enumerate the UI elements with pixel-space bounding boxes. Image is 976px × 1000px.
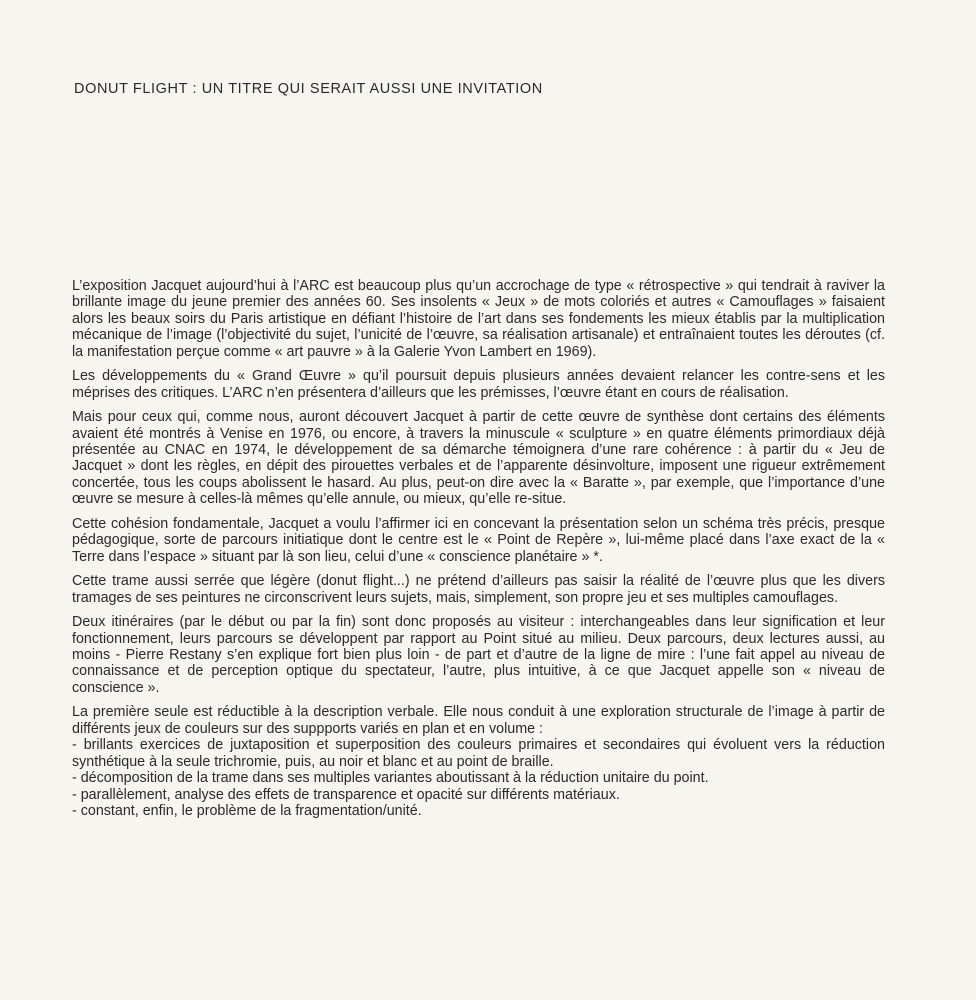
paragraph-5: Cette trame aussi serrée que légère (donut flight...) ne prétend d’ailleurs pas saisir la réalité de l’œuvre plus que les divers tramages de ses peintures ne circonscrivent leurs sujets, mais, simplement, son propre jeu et ses multiples camouflages. [72, 573, 885, 606]
exploration-list [72, 737, 885, 819]
list-item: - décomposition de la trame dans ses multiples variantes aboutissant à la réduction unitaire du point. [72, 770, 709, 787]
page-title: DONUT FLIGHT : UN TITRE QUI SERAIT AUSSI UNE INVITATION [74, 81, 543, 97]
paragraph-4: Cette cohésion fondamentale, Jacquet a voulu l’affirmer ici en concevant la présentation selon un schéma très précis, presque pédagogique, sorte de parcours initiatique dont le centre est le « Point de Repère », lui-même placé dans l’axe exact de la « Terre dans l’espace » situant par là son lieu, celui d’une « conscience planétaire » *. [72, 515, 885, 565]
list-item: - brillants exercices de juxtaposition et superposition des couleurs primaires et secondaires qui évoluent vers la réduction synthétique à la seule trichromie, puis, au noir et blanc et au point de braille. [72, 737, 885, 770]
paragraph-7: La première seule est réductible à la description verbale. Elle nous conduit à une exploration structurale de l’image à partir de différents jeux de couleurs sur des suppports variés en plan et en volume : [72, 704, 885, 737]
paragraph-2: Les développements du « Grand Œuvre » qu’il poursuit depuis plusieurs années devaient relancer les contre-sens et les méprises des critiques. L’ARC n’en présentera d’ailleurs que les prémisses, l’œuvre étant en cours de réalisation. [72, 368, 885, 401]
paragraph-6: Deux itinéraires (par le début ou par la fin) sont donc proposés au visiteur : interchangeables dans leur signification et leur fonctionnement, leurs parcours se développent par rapport au Point situé au milieu. Deux parcours, deux lectures aussi, au moins - Pierre Restany s’en explique fort bien plus loin - de part et d’autre de la ligne de mire : l’une fait appel au niveau de connaissance et de perception optique du spectateur, l’autre, plus intuitive, à ce que Jacquet appelle son « niveau de conscience ». [72, 614, 885, 696]
list-item: - parallèlement, analyse des effets de transparence et opacité sur différents matériaux. [72, 786, 620, 803]
list-item: - constant, enfin, le problème de la fragmentation/unité. [72, 802, 422, 819]
article-body [72, 278, 885, 819]
paragraph-3: Mais pour ceux qui, comme nous, auront découvert Jacquet à partir de cette œuvre de synthèse dont certains des éléments avaient été montrés à Venise en 1976, ou encore, à travers la minuscule « sculpture » en quatre éléments primordiaux déjà présentée au CNAC en 1974, le développement de sa démarche témoignera d’une rare cohérence : à partir du « Jeu de Jacquet » dont les règles, en dépit des pirouettes verbales et de l’apparente désinvolture, imposent une rigueur extrêmement concertée, tous les coups abolissent le hasard. Au plus, peut-on dire avec la « Baratte », par exemple, que l’importance d’une œuvre se mesure à celles-là mêmes qu’elle annule, ou mieux, qu’elle re-situe. [72, 409, 885, 508]
paragraph-1: L’exposition Jacquet aujourd’hui à l’ARC est beaucoup plus qu’un accrochage de type « rétrospective » qui tendrait à raviver la brillante image du jeune premier des années 60. Ses insolents « Jeux » de mots coloriés et autres « Camouflages » faisaient alors les beaux soirs du Paris artistique en défiant l’histoire de l’art dans ses fondements les mieux établis par la multiplication mécanique de l’image (l’objectivité du sujet, l’unicité de l’œuvre, sa réalisation artisanale) et entraînaient toutes les déroutes (cf. la manifestation perçue comme « art pauvre » à la Galerie Yvon Lambert en 1969). [72, 278, 885, 360]
